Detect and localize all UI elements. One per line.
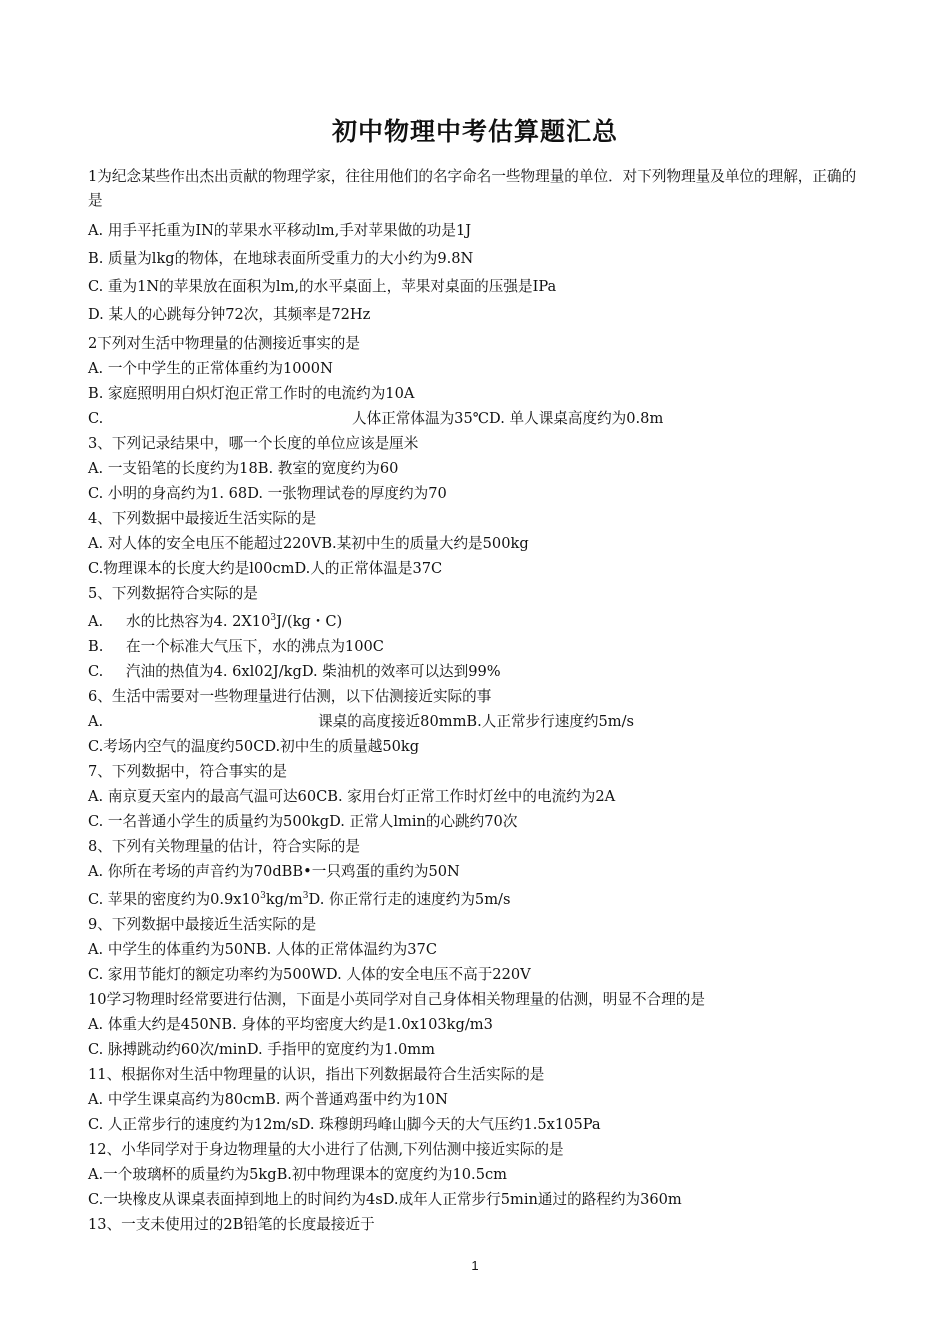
question-7-options-ab: A. 南京夏天室内的最高气温可达60CB. 家用台灯正常工作时灯丝中的电流约为2A bbox=[88, 787, 616, 805]
question-3-options-cd: C. 小明的身高约为1. 68D. 一张物理试卷的厚度约为70 bbox=[88, 485, 447, 502]
superscript: 3 bbox=[260, 890, 266, 901]
question-4-stem: 4、下列数据中最接近生活实际的是 bbox=[88, 510, 317, 527]
question-7-options-cd: C. 一名普通小学生的质量约为500kgD. 正常人lmin的心跳约70次 bbox=[88, 812, 518, 830]
question-12-stem: 12、小华同学对于身边物理量的大小进行了估测,下列估测中接近实际的是 bbox=[88, 1140, 564, 1158]
question-list bbox=[88, 165, 858, 1237]
question-6-options-cd: C.考场内空气的温度约50CD.初中生的质量越50kg bbox=[88, 737, 420, 755]
question-10-stem: 10学习物理时经常要进行估测，下面是小英同学对自己身体相关物理量的估测，明显不合理的是 bbox=[88, 990, 705, 1008]
question-5-stem: 5、下列数据符合实际的是 bbox=[88, 585, 258, 602]
question-3-options-ab: A. 一支铅笔的长度约为18B. 教室的宽度约为60 bbox=[88, 460, 399, 477]
option-text: 汽油的热值为4. 6xl02J/kgD. 柴油机的效率可以达到99% bbox=[126, 662, 501, 680]
question-5-option-a bbox=[88, 606, 858, 634]
option-text: 水的比热容为4. 2X10 bbox=[126, 612, 271, 630]
superscript: 3 bbox=[302, 890, 309, 901]
question-4-options-cd: C.物理课本的长度大约是l00cmD.人的正常体温是37C bbox=[88, 560, 443, 577]
question-9-stem: 9、下列数据中最接近生活实际的是 bbox=[88, 915, 317, 933]
option-label: B. bbox=[88, 637, 104, 655]
question-2-option-a: A. 一个中学生的正常体重约为1000N bbox=[88, 360, 333, 377]
question-2-option-b: B. 家庭照明用白炽灯泡正常工作时的电流约为10A bbox=[88, 385, 415, 402]
question-13-stem: 13、一支未使用过的2B铅笔的长度最接近于 bbox=[88, 1215, 375, 1233]
question-1-option-c: C. 重为1N的苹果放在面积为lm,的水平桌面上，苹果对桌面的压强是IPa bbox=[88, 278, 557, 295]
option-text: 课桌的高度接近80mmB.人正常步行速度约5m/s bbox=[318, 712, 635, 730]
question-1-option-b: B. 质量为lkg的物体，在地球表面所受重力的大小约为9.8N bbox=[88, 250, 474, 267]
option-text: C. 苹果的密度约为0.9x10 bbox=[88, 890, 261, 908]
question-4-options-ab: A. 对人体的安全电压不能超过220VB.某初中生的质量大约是500kg bbox=[88, 535, 529, 552]
option-label: A. bbox=[88, 712, 104, 730]
question-6-stem: 6、生活中需要对一些物理量进行估测，以下估测接近实际的事 bbox=[88, 687, 492, 705]
question-6-options-ab bbox=[88, 709, 858, 734]
page-number: 1 bbox=[471, 1258, 479, 1273]
option-label: C. bbox=[88, 662, 104, 680]
question-11-options-ab: A. 中学生课桌高约为80cmB. 两个普通鸡蛋中约为10N bbox=[88, 1090, 448, 1108]
option-text-tail: J/(kg・C) bbox=[276, 612, 343, 630]
question-2-option-cd bbox=[88, 406, 858, 431]
question-8-options-ab: A. 你所在考场的声音约为70dBB•一只鸡蛋的重约为50N bbox=[88, 862, 460, 880]
question-1-option-a: A. 用手平托重为IN的苹果水平移动lm,手对苹果做的功是1J bbox=[88, 222, 472, 239]
question-8-stem: 8、下列有关物理量的估计，符合实际的是 bbox=[88, 837, 360, 855]
question-1-option-d: D. 某人的心跳每分钟72次，其频率是72Hz bbox=[88, 306, 371, 323]
question-9-options-cd: C. 家用节能灯的额定功率约为500WD. 人体的安全电压不高于220V bbox=[88, 965, 531, 983]
question-11-options-cd: C. 人正常步行的速度约为12m/sD. 珠穆朗玛峰山脚今天的大气压约1.5x105Pa bbox=[88, 1115, 601, 1133]
page-title: 初中物理中考估算题汇总 bbox=[331, 117, 618, 146]
question-10-options-ab: A. 体重大约是450NB. 身体的平均密度大约是1.0x103kg/m3 bbox=[88, 1015, 493, 1033]
question-12-options-ab: A.一个玻璃杯的质量约为5kgB.初中物理课本的宽度约为10.5cm bbox=[88, 1165, 507, 1183]
option-text-tail: D. 你正常行走的速度约为5m/s bbox=[308, 890, 511, 908]
question-9-options-ab: A. 中学生的体重约为50NB. 人体的正常体温约为37C bbox=[88, 940, 437, 958]
superscript: 3 bbox=[270, 613, 277, 623]
question-12-options-cd: C.一块橡皮从课桌表面掉到地上的时间约为4sD.成年人正常步行5min通过的路程约为360m bbox=[88, 1190, 682, 1208]
question-5-option-cd bbox=[88, 659, 858, 684]
question-7-stem: 7、下列数据中，符合事实的是 bbox=[88, 762, 288, 780]
option-label: A. bbox=[88, 612, 104, 630]
option-label: C. bbox=[88, 410, 104, 427]
option-text: 人体正常体温为35℃D. 单人课桌高度约为0.8m bbox=[352, 410, 664, 427]
question-11-stem: 11、根据你对生活中物理量的认识，指出下列数据最符合生活实际的是 bbox=[88, 1065, 545, 1083]
option-text: 在一个标准大气压下，水的沸点为100C bbox=[126, 637, 384, 655]
question-10-options-cd: C. 脉搏跳动约60次/minD. 手指甲的宽度约为1.0mm bbox=[88, 1040, 435, 1058]
question-5-option-b bbox=[88, 634, 858, 659]
question-3-stem: 3、下列记录结果中，哪一个长度的单位应该是厘米 bbox=[88, 435, 419, 452]
question-2-stem: 2下列对生活中物理量的估测接近事实的是 bbox=[88, 335, 360, 352]
question-1-stem: 1为纪念某些作出杰出贡献的物理学家，往往用他们的名字命名一些物理量的单位．对下列物理量及单位的理解，正确的是 bbox=[88, 168, 857, 209]
question-8-options-cd bbox=[88, 884, 858, 912]
option-text-mid: kg/m bbox=[265, 890, 303, 908]
